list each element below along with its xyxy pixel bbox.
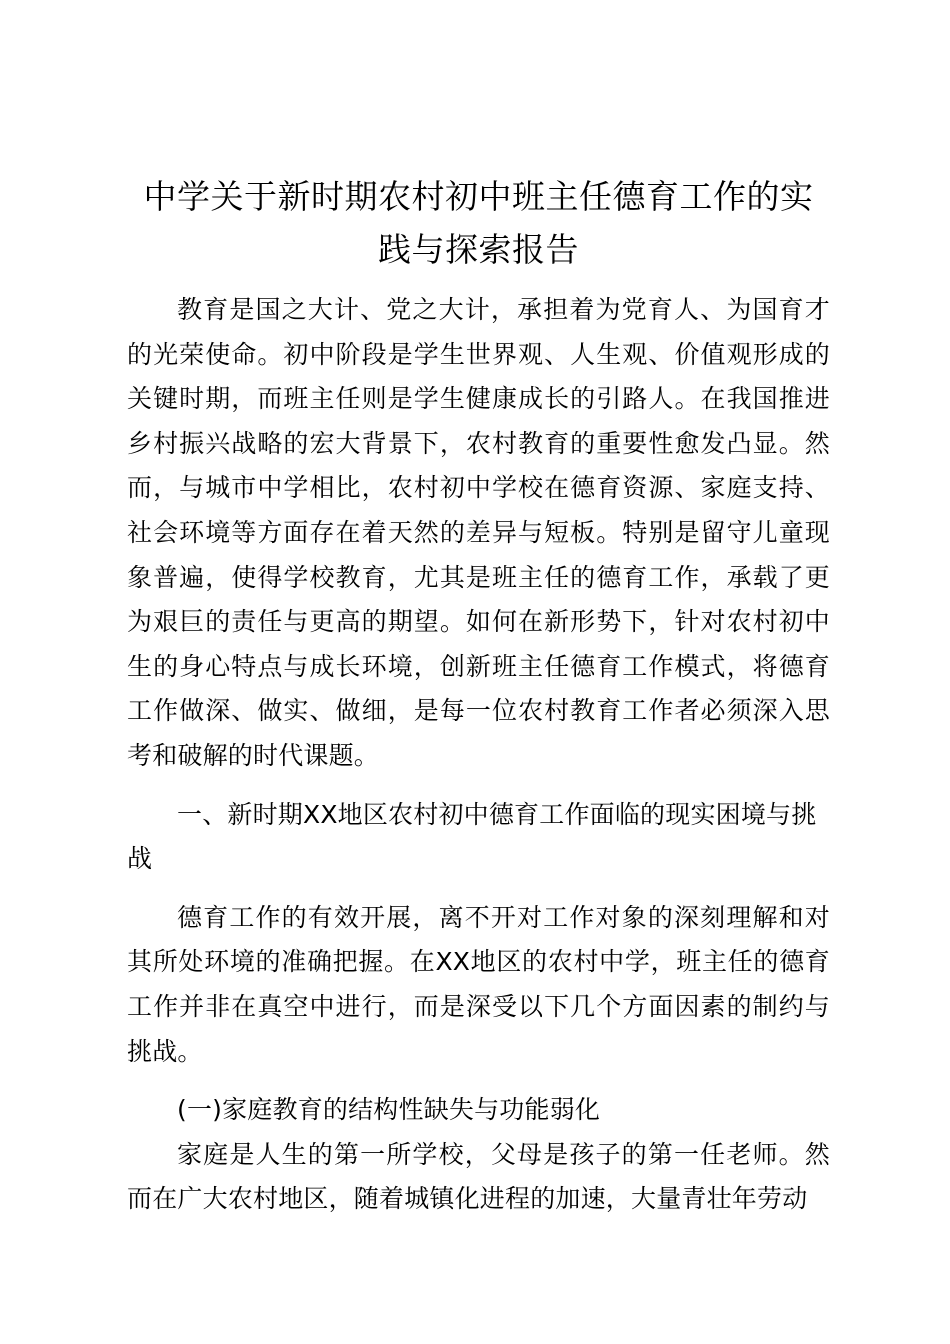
subsection-1-paragraph: 家庭是人生的第一所学校，父母是孩子的第一任老师。然而在广大农村地区，随着城镇化进程的加速，大量青壮年劳动 [127, 1139, 830, 1214]
section-1-paragraph: 德育工作的有效开展，离不开对工作对象的深刻理解和对其所处环境的准确把握。在XX地区的农村中学，班主任的德育工作并非在真空中进行，而是深受以下几个方面因素的制约与挑战。 [127, 902, 830, 1066]
subsection-1-heading: (一)家庭教育的结构性缺失与功能弱化 [177, 1095, 601, 1125]
intro-paragraph: 教育是国之大计、党之大计，承担着为党育人、为国育才的光荣使命。初中阶段是学生世界观、人生观、价值观形成的关键时期，而班主任则是学生健康成长的引路人。在我国推进乡村振兴战略的宏大背景下，农村教育的重要性愈发凸显。然而，与城市中学相比，农村初中学校在德育资源、家庭支持、社会环境等方面存在着天然的差异与短板。特别是留守儿童现象普遍，使得学校教育，尤其是班主任的德育工作，承载了更为艰巨的责任与更高的期望。如何在新形势下，针对农村初中生的身心特点与成长环境，创新班主任德育工作模式，将德育工作做深、做实、做细，是每一位农村教育工作者必须深入思考和破解的时代课题。 [127, 295, 830, 770]
document-title: 中学关于新时期农村初中班主任德育工作的实践与探索报告 [143, 177, 814, 269]
section-1-heading: 一、新时期XX地区农村初中德育工作面临的现实困境与挑战 [127, 799, 817, 874]
